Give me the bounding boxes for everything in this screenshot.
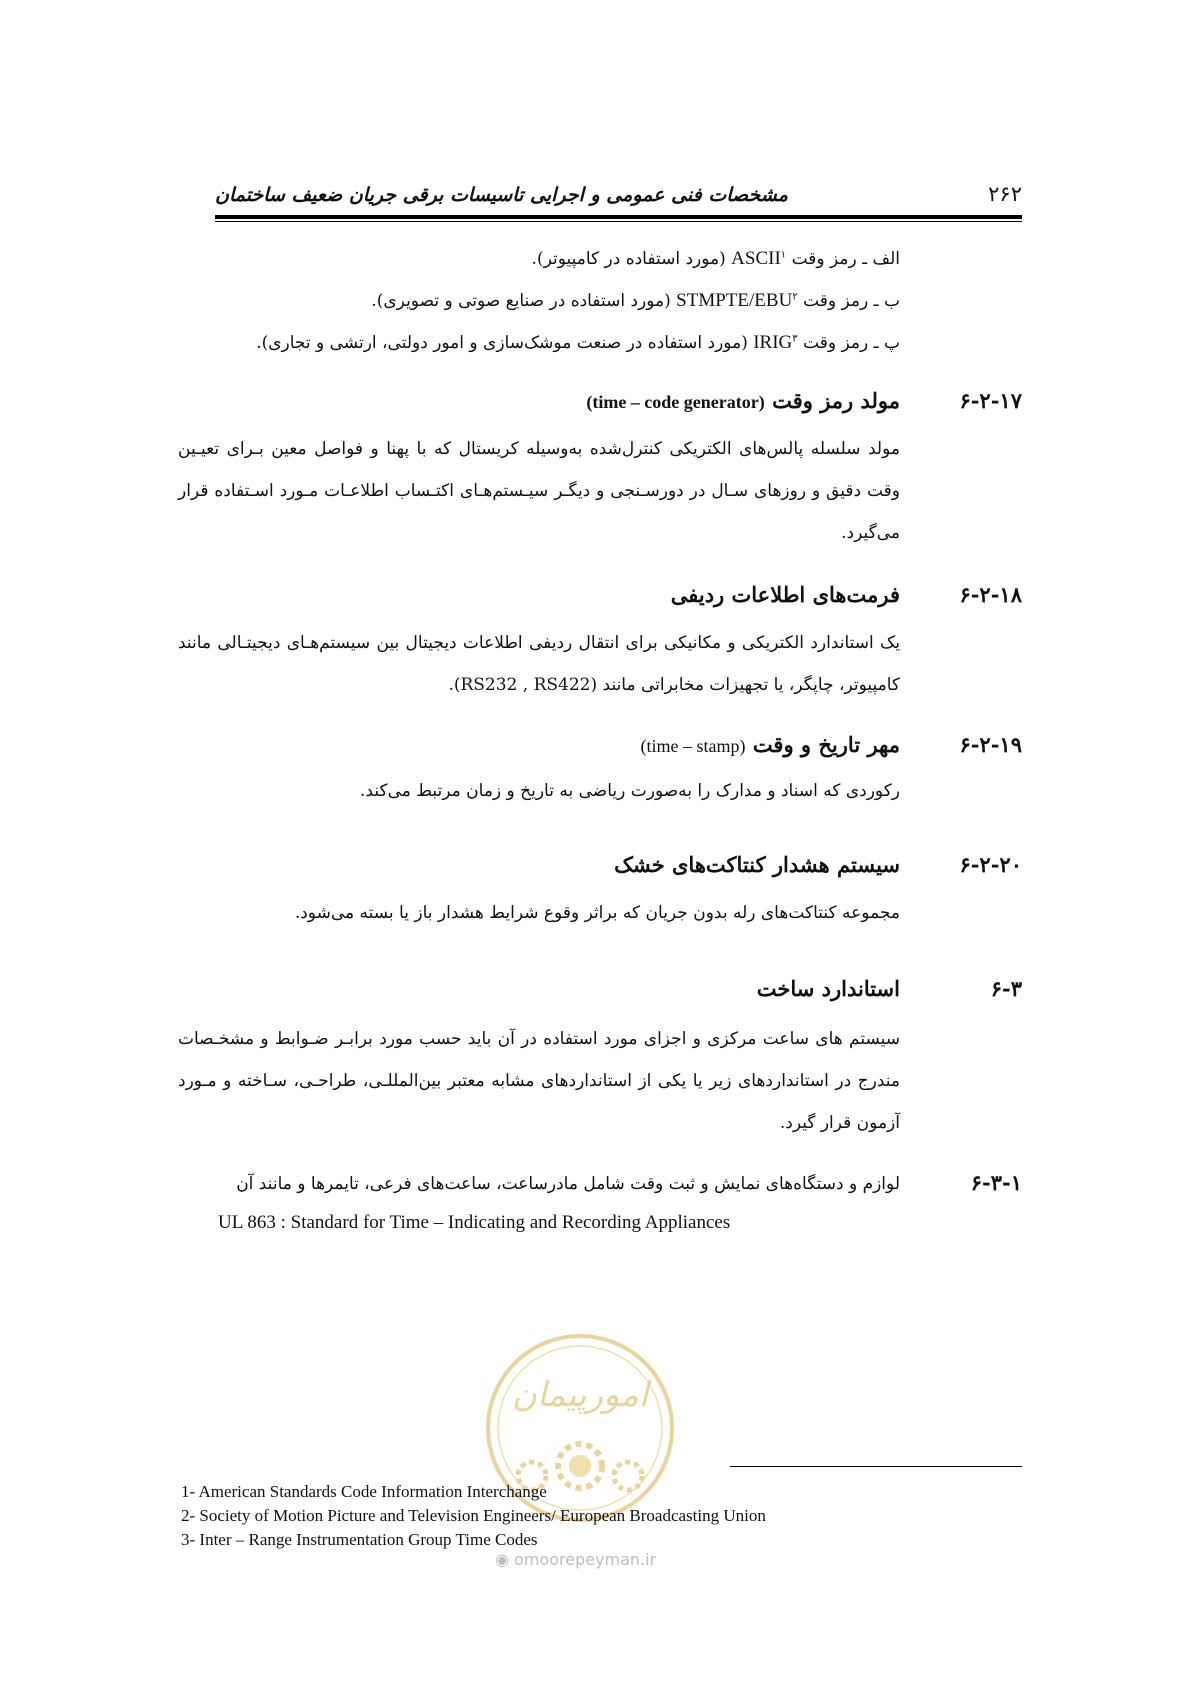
section-number: ۶-۳ xyxy=(990,976,1022,1001)
section-title xyxy=(586,388,900,413)
section-title-text: مهر تاریخ و وقت xyxy=(752,732,900,757)
running-title: مشخصات فنی عمومی و اجرایی تاسیسات برقی جریان ضعیف ساختمان xyxy=(215,184,788,206)
section-title-text: مولد رمز وقت xyxy=(772,388,900,413)
section-heading-20 xyxy=(178,852,1022,886)
section-number: ۶-۲-۱۸ xyxy=(959,582,1022,607)
subsection-number: ۶-۳-۱ xyxy=(970,1170,1022,1195)
section-title-latin: (time – stamp) xyxy=(640,736,746,756)
section-number: ۶-۲-۲۰ xyxy=(959,852,1022,877)
list-item-rest: (مورد استفاده در کامپیوتر). xyxy=(531,249,732,269)
footnote-1: 1- American Standards Code Information Interchange xyxy=(181,1482,547,1501)
section-heading-18 xyxy=(178,582,1022,616)
page-header xyxy=(215,180,1022,212)
section-heading-3 xyxy=(178,976,1022,1010)
list-item-latin: IRIG xyxy=(753,332,793,353)
subsection-text: لوازم و دستگاه‌های نمایش و ثبت وقت شامل مادرساعت، ساعت‌های فرعی، تایمرها و مانند آن xyxy=(236,1174,900,1194)
list-item-prefix: ب ـ رمز وقت xyxy=(797,291,900,311)
section-title-latin: (time – code generator) xyxy=(586,392,765,412)
page-number: ۲۶۲ xyxy=(988,182,1022,206)
list-item-prefix: پ ـ رمز وقت xyxy=(797,333,900,353)
section-heading-17 xyxy=(178,388,1022,422)
header-rule-thick xyxy=(215,215,1022,219)
footnote-ref: ۲ xyxy=(792,291,798,303)
section-body-18: یک استاندارد الکتریکی و مکانیکی برای انتقال ردیفی اطلاعات دیجیتال بین سیستم‌هـای دیجیتـالی مانند کامپیوتر، چاپگر، یا تجهیزات مخابراتی مانند (RS232 , RS422). xyxy=(178,633,900,695)
footnote-3: 3- Inter – Range Instrumentation Group Time Codes xyxy=(181,1530,538,1549)
list-item-prefix: الف ـ رمز وقت xyxy=(786,249,900,269)
section-title: سیستم هشدار کنتاکت‌های خشک xyxy=(614,852,900,877)
section-body-17: مولد سلسله پالس‌های الکتریکی کنترل‌شده به‌وسیله کریستال که با پهنا و فواصل معین بـرای تعیـین وقت دقیق و روزهای سـال در دورسـنجی و دیگـر سیـستم‌هـای اکتـساب اطلاعـات مـورد اسـتفاده قرار می‌گیرد. xyxy=(178,439,900,543)
footnote-ref: ۳ xyxy=(792,333,798,345)
list-item-latin: ASCII xyxy=(731,248,781,269)
footnotes xyxy=(181,1480,766,1552)
section-heading-19 xyxy=(178,732,1022,766)
section-title xyxy=(641,732,901,757)
watermark-url: ◉ omoorepeyman.ir xyxy=(495,1550,657,1569)
list-item-rest: (مورد استفاده در صنعت موشک‌سازی و امور دولتی، ارتشی و تجاری). xyxy=(256,333,754,353)
section-title: استاندارد ساخت xyxy=(756,976,900,1001)
section-body-19: رکوردی که اسناد و مدارک را به‌صورت ریاضی به تاریخ و زمان مرتبط می‌کند. xyxy=(360,781,900,801)
footnote-ref: ۱ xyxy=(780,249,787,261)
section-body-20: مجموعه کنتاکت‌های رله بدون جریان که براثر وقوع شرایط هشدار باز یا بسته می‌شود. xyxy=(294,903,900,923)
seal-text: امورپیمان xyxy=(511,1375,649,1415)
footnote-2: 2- Society of Motion Picture and Television Engineers/ European Broadcasting Union xyxy=(181,1506,766,1525)
list-item-b xyxy=(371,290,900,312)
section-number: ۶-۲-۱۹ xyxy=(959,732,1022,757)
list-item-rest: (مورد استفاده در صنایع صوتی و تصویری). xyxy=(371,291,677,311)
standard-reference: UL 863 : Standard for Time – Indicating and Recording Appliances xyxy=(218,1212,731,1233)
footnote-rule xyxy=(730,1466,1022,1467)
section-number: ۶-۲-۱۷ xyxy=(959,388,1022,413)
list-item-a xyxy=(532,248,900,270)
header-rule-thin xyxy=(215,221,1022,222)
section-body-3: سیستم های ساعت مرکزی و اجزای مورد استفاده در آن باید حسب مورد برابـر ضـوابط و مشخـصات مندرج در استانداردهای زیر یا یکی از استانداردهای مشابه معتبر بین‌المللـی، طراحـی، سـاخته و مـورد آزمون قرار گیرد. xyxy=(178,1029,900,1133)
section-title: فرمت‌های اطلاعات ردیفی xyxy=(670,582,900,607)
list-item-c xyxy=(256,332,900,354)
list-item-latin: STMPTE/EBU xyxy=(676,290,793,311)
watermark-url-text: omoorepeyman.ir xyxy=(514,1550,657,1569)
